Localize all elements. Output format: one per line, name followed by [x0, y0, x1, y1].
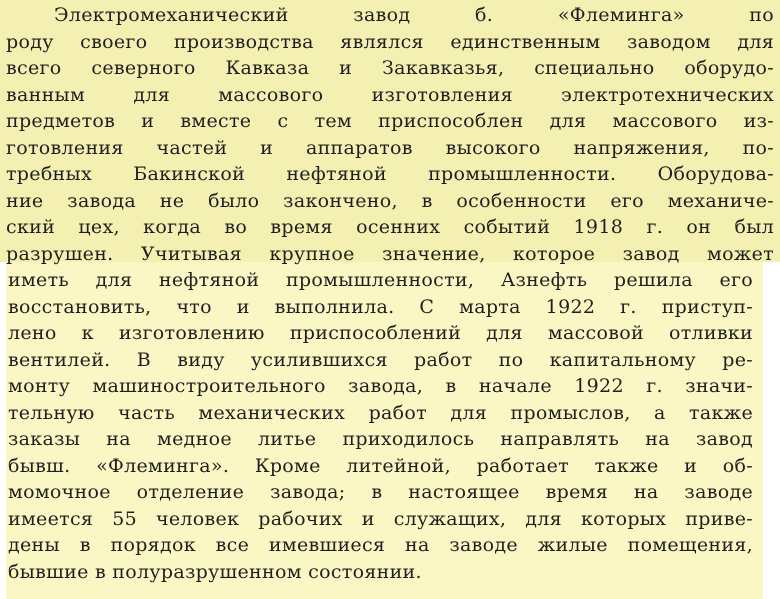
text-line: готовления частей и аппаратов высокого напряжения, по- [6, 136, 774, 159]
text-line: разрушен. Учитывая крупное значение, которое завод может [6, 242, 774, 265]
text-line: ский цех, когда во время осенних событий 1918 г. он был [6, 216, 774, 238]
text-line: момочное отделение завода; в настоящее время на заводе [8, 481, 753, 503]
text-line: Электромеханический завод б. «Флеминга» по [54, 4, 774, 26]
text-line: тельную часть механических работ для промыслов, а также [8, 401, 753, 424]
text-line: имеется 55 человек рабочих и служащих, для которых приве- [8, 507, 753, 530]
text-line: иметь для нефтяной промышленности, Азнефть решила его [8, 269, 753, 291]
text-line: вентилей. В виду усилившихся работ по капитальному ре- [8, 348, 753, 371]
text-line: дены в порядок все имевшиеся на заводе жилые помещения, [8, 534, 753, 556]
text-line: ние завода не было закончено, в особенности его механиче- [6, 189, 774, 212]
text-line: бывш. «Флеминга». Кроме литейной, работает также и об- [8, 454, 753, 477]
text-line: предметов и вместе с тем приспособлен для массового из- [6, 110, 774, 132]
text-line: лено к изготовлению приспособлений для массовой отливки [8, 322, 753, 344]
text-line: ванным для массового изготовления электротехнических [6, 83, 774, 106]
text-line: бывшие в полуразрушенном состоянии. [8, 560, 422, 583]
paragraph [6, 2, 774, 585]
text-line: заказы на медное литье приходилось направлять на завод [8, 428, 753, 450]
text-line: роду своего производства являлся единственным заводом для [6, 30, 774, 53]
text-line: восстановить, что и выполнила. С марта 1922 г. приступ- [8, 295, 753, 318]
text-line: всего северного Кавказа и Закавказья, специально оборудо- [6, 57, 774, 79]
text-line: требных Бакинской нефтяной промышленности. Оборудова- [6, 163, 774, 185]
text-line: монту машиностроительного завода, в начале 1922 г. значи- [8, 375, 753, 397]
